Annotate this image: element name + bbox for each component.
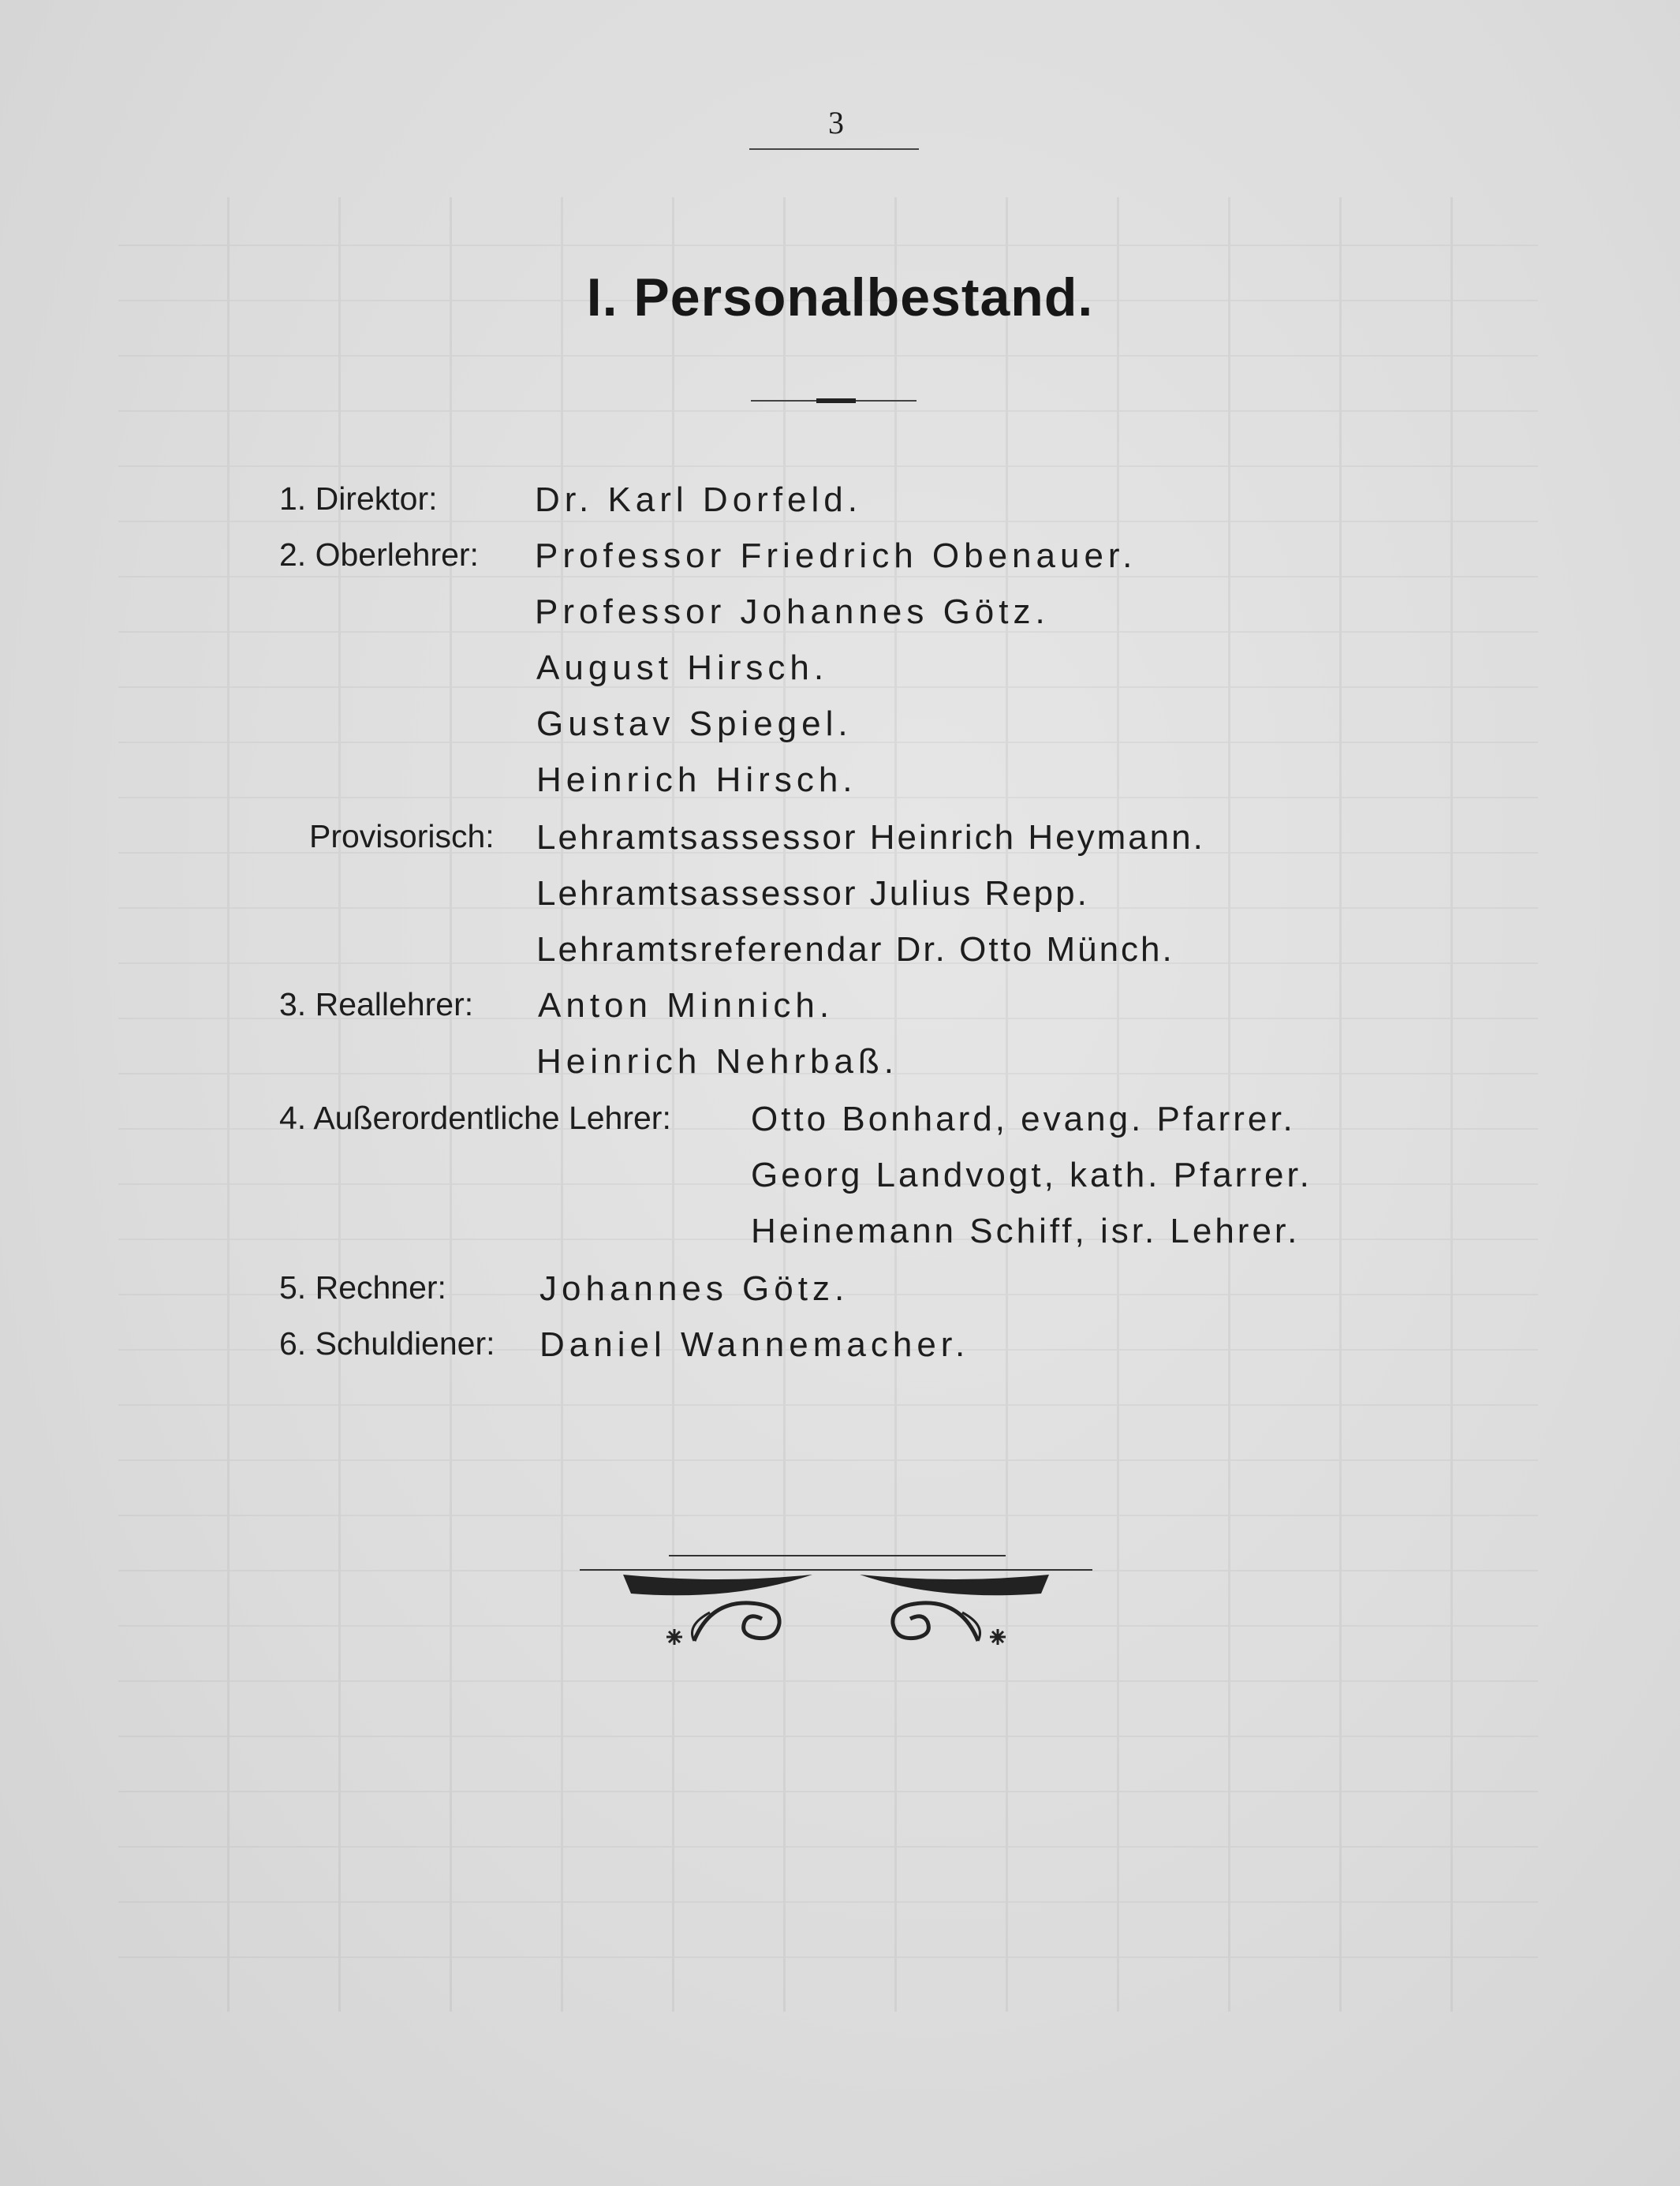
page-number-rule [749,148,919,150]
name-oberlehrer-5: Heinrich Hirsch. [536,760,857,799]
ornament-vignette [576,1546,1096,1657]
label-direktor: 1. Direktor: [279,480,438,517]
name-direktor: Dr. Karl Dorfeld. [535,480,862,519]
name-rechner: Johannes Götz. [539,1269,849,1308]
name-oberlehrer-4: Gustav Spiegel. [536,704,853,743]
page-number: 3 [828,105,844,140]
heading-rule-mark [816,398,856,403]
label-reallehrer: 3. Reallehrer: [279,986,474,1022]
label-schuldiener: 6. Schuldiener: [279,1325,495,1362]
name-reallehrer-2: Heinrich Nehrbaß. [536,1042,899,1081]
name-reallehrer-1: Anton Minnich. [538,986,834,1025]
name-oberlehrer-2: Professor Johannes Götz. [535,592,1050,631]
label-oberlehrer: 2. Oberlehrer: [279,536,479,573]
name-schuldiener: Daniel Wannemacher. [539,1325,970,1364]
name-ausserordentliche-3: Heinemann Schiff, isr. Lehrer. [751,1212,1301,1250]
name-oberlehrer-3: August Hirsch. [536,648,829,687]
name-ausserordentliche-2: Georg Landvogt, kath. Pfarrer. [751,1156,1312,1194]
label-rechner: 5. Rechner: [279,1269,446,1306]
name-provisorisch-2: Lehramtsassessor Julius Repp. [536,874,1089,913]
label-provisorisch: Provisorisch: [309,818,495,854]
section-heading: I. Personalbestand. [586,267,1094,327]
name-provisorisch-3: Lehramtsreferendar Dr. Otto Münch. [536,930,1174,969]
name-oberlehrer-1: Professor Friedrich Obenauer. [535,536,1137,575]
name-ausserordentliche-1: Otto Bonhard, evang. Pfarrer. [751,1100,1296,1138]
label-ausserordentliche: 4. Außerordentliche Lehrer: [279,1100,671,1136]
name-provisorisch-1: Lehramtsassessor Heinrich Heymann. [536,818,1205,857]
